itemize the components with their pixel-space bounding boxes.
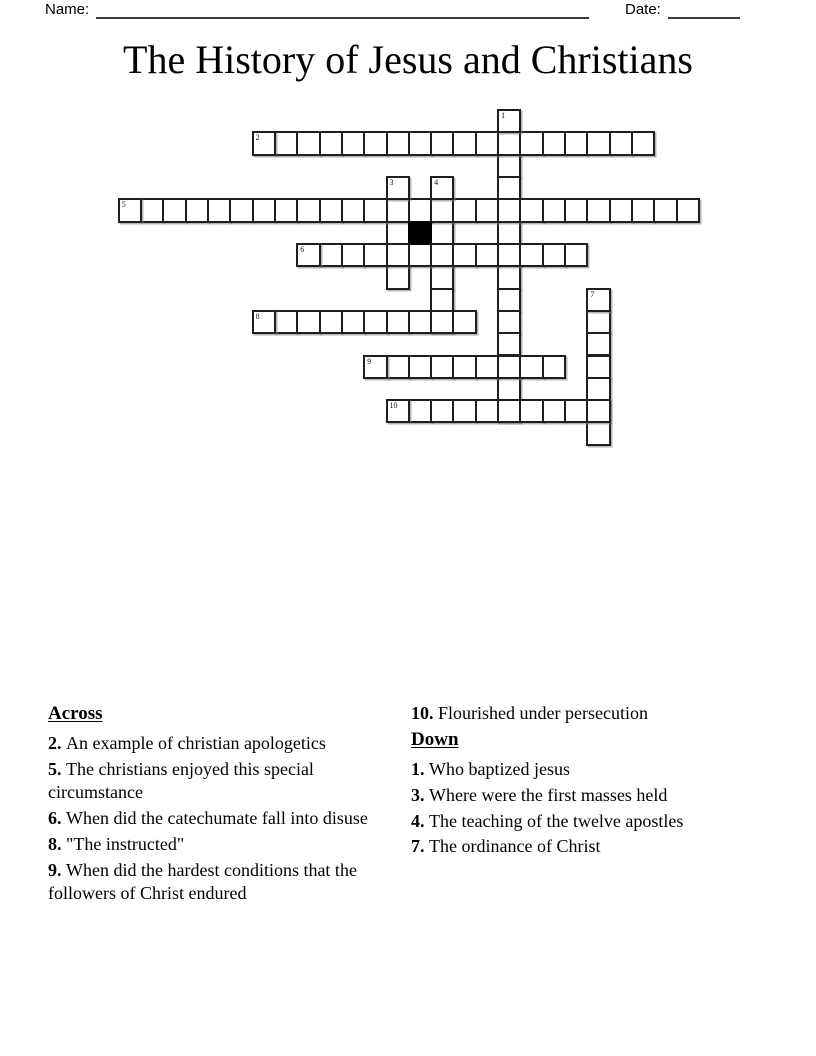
crossword-cell-4-down-0[interactable] [430,176,454,200]
crossword-cell-5-across-7[interactable] [274,198,298,222]
crossword-cell-10-across-2[interactable] [430,399,454,423]
crossword-cell-10-across-8[interactable] [564,399,588,423]
clue-text: The christians enjoyed this special circumstance [48,759,314,803]
crossword-cell-2-across-5[interactable] [363,131,387,155]
crossword-cell-10-across-4[interactable] [475,399,499,423]
crossword-cell-9-across-4[interactable] [452,355,476,379]
crossword-cell-5-across-25[interactable] [676,198,700,222]
blocked-cell [408,221,432,245]
crossword-cell-7-down-3[interactable] [586,355,610,379]
crossword-cell-4-down-2[interactable] [430,221,454,245]
crossword-cell-3-down-2[interactable] [386,221,410,245]
crossword-cell-5-across-14[interactable] [430,198,454,222]
crossword-cell-10-across-9[interactable] [586,399,610,423]
crossword-cell-10-across-6[interactable] [519,399,543,423]
crossword-cell-10-across-5[interactable] [497,399,521,423]
crossword-cell-6-across-0[interactable] [296,243,320,267]
grid-number-8: 8 [255,311,260,321]
crossword-cell-2-across-9[interactable] [452,131,476,155]
crossword-cell-4-down-4[interactable] [430,265,454,289]
crossword-cell-5-across-15[interactable] [452,198,476,222]
clue-text: An example of christian apologetics [66,733,326,754]
clue-number: 4. [411,810,429,831]
clue-item-3 [411,784,723,807]
crossword-cell-6-across-3[interactable] [363,243,387,267]
clues-right-column [411,702,723,861]
date-blank-line[interactable] [668,3,740,19]
grid-number-7: 7 [590,289,595,299]
crossword-cell-10-across-3[interactable] [452,399,476,423]
crossword-cell-9-across-3[interactable] [430,355,454,379]
crossword-cell-5-across-9[interactable] [319,198,343,222]
clue-number: 3. [411,784,429,805]
name-label: Name: [45,1,90,18]
crossword-cell-6-across-9[interactable] [497,243,521,267]
crossword-cell-5-across-4[interactable] [207,198,231,222]
crossword-cell-10-across-0[interactable] [386,399,410,423]
clues-left-column [48,702,375,908]
crossword-cell-5-across-23[interactable] [631,198,655,222]
clue-item-5 [48,758,375,805]
crossword-cell-6-across-11[interactable] [542,243,566,267]
crossword-cell-5-across-16[interactable] [475,198,499,222]
crossword-cell-2-across-6[interactable] [386,131,410,155]
crossword-cell-6-across-7[interactable] [452,243,476,267]
crossword-cell-5-across-21[interactable] [586,198,610,222]
crossword-cell-5-across-13[interactable] [408,198,432,222]
name-blank-line[interactable] [96,3,589,19]
crossword-cell-5-across-18[interactable] [519,198,543,222]
crossword-cell-2-across-11[interactable] [497,131,521,155]
crossword-cell-8-across-7[interactable] [408,310,432,334]
crossword-cell-8-across-8[interactable] [430,310,454,334]
crossword-cell-10-across-7[interactable] [542,399,566,423]
crossword-cell-1-down-2[interactable] [497,154,521,178]
crossword-cell-5-across-19[interactable] [542,198,566,222]
crossword-cell-1-down-9[interactable] [497,310,521,334]
clue-text: When did the catechumate fall into disuse [66,808,368,829]
crossword-cell-5-across-5[interactable] [229,198,253,222]
crossword-cell-7-down-6[interactable] [586,421,610,445]
crossword-cell-5-across-1[interactable] [140,198,164,222]
crossword-cell-3-down-0[interactable] [386,176,410,200]
clue-text: The ordinance of Christ [429,836,601,857]
clue-item-7 [411,835,723,858]
grid-number-6: 6 [300,244,305,254]
clue-text: Who baptized jesus [429,759,570,780]
crossword-cell-5-across-24[interactable] [653,198,677,222]
crossword-cell-7-down-0[interactable] [586,288,610,312]
crossword-cell-6-across-5[interactable] [408,243,432,267]
crossword-cell-8-across-0[interactable] [252,310,276,334]
clue-item-8 [48,833,375,856]
crossword-grid [118,109,702,447]
across-heading: Across [48,703,103,724]
crossword-cell-2-across-15[interactable] [586,131,610,155]
crossword-cell-7-down-2[interactable] [586,332,610,356]
clue-number: 10. [411,703,438,723]
clue-item-10 [411,702,723,725]
clue-item-4 [411,810,723,833]
crossword-cell-5-across-3[interactable] [185,198,209,222]
clue-number: 8. [48,833,66,854]
grid-number-5: 5 [121,200,126,210]
crossword-cell-6-across-2[interactable] [341,243,365,267]
clue-item-1 [411,758,723,781]
crossword-cell-8-across-9[interactable] [452,310,476,334]
crossword-cell-2-across-4[interactable] [341,131,365,155]
crossword-cell-5-across-17[interactable] [497,198,521,222]
crossword-cell-8-across-1[interactable] [274,310,298,334]
crossword-cell-2-across-10[interactable] [475,131,499,155]
crossword-cell-9-across-2[interactable] [408,355,432,379]
crossword-cell-5-across-6[interactable] [252,198,276,222]
crossword-cell-9-across-7[interactable] [519,355,543,379]
crossword-cell-1-down-7[interactable] [497,265,521,289]
clue-number: 1. [411,759,429,780]
clue-item-9 [48,859,375,906]
crossword-cell-5-across-11[interactable] [363,198,387,222]
crossword-cell-9-across-0[interactable] [363,355,387,379]
clue-number: 5. [48,759,66,780]
crossword-cell-2-across-1[interactable] [274,131,298,155]
grid-number-10: 10 [389,401,398,411]
crossword-cell-1-down-0[interactable] [497,109,521,133]
crossword-cell-9-across-6[interactable] [497,355,521,379]
crossword-cell-2-across-7[interactable] [408,131,432,155]
clue-number: 2. [48,733,66,754]
crossword-cell-1-down-10[interactable] [497,332,521,356]
clue-number: 6. [48,808,66,829]
crossword-cell-9-across-5[interactable] [475,355,499,379]
crossword-cell-7-down-1[interactable] [586,310,610,334]
crossword-cell-5-across-12[interactable] [386,198,410,222]
crossword-cell-6-across-10[interactable] [519,243,543,267]
crossword-cell-2-across-3[interactable] [319,131,343,155]
crossword-cell-2-across-2[interactable] [296,131,320,155]
crossword-cell-3-down-4[interactable] [386,265,410,289]
clue-text: The teaching of the twelve apostles [429,810,684,831]
crossword-cell-1-down-3[interactable] [497,176,521,200]
crossword-cell-9-across-1[interactable] [386,355,410,379]
crossword-cell-1-down-12[interactable] [497,377,521,401]
crossword-cell-8-across-2[interactable] [296,310,320,334]
crossword-cell-9-across-8[interactable] [542,355,566,379]
clue-text: "The instructed" [66,833,185,854]
crossword-cell-8-across-5[interactable] [363,310,387,334]
clue-number: 9. [48,859,66,880]
clue-text: When did the hardest conditions that the followers of Christ endured [48,859,357,904]
grid-number-1: 1 [501,111,506,120]
crossword-cell-2-across-8[interactable] [430,131,454,155]
crossword-cell-2-across-12[interactable] [519,131,543,155]
crossword-cell-8-across-6[interactable] [386,310,410,334]
clue-text: Flourished under persecution [438,703,648,723]
crossword-cell-8-across-3[interactable] [319,310,343,334]
grid-number-9: 9 [367,356,372,366]
down-heading: Down [411,728,459,750]
crossword-cell-6-across-12[interactable] [564,243,588,267]
crossword-cell-1-down-5[interactable] [497,221,521,245]
crossword-cell-5-across-2[interactable] [162,198,186,222]
clue-number: 7. [411,836,429,857]
crossword-cell-6-across-1[interactable] [319,243,343,267]
crossword-cell-2-across-16[interactable] [609,131,633,155]
crossword-cell-6-across-8[interactable] [475,243,499,267]
crossword-cell-5-across-8[interactable] [296,198,320,222]
crossword-cell-6-across-4[interactable] [386,243,410,267]
crossword-cell-2-across-13[interactable] [542,131,566,155]
grid-number-3: 3 [389,177,394,187]
crossword-cell-2-across-0[interactable] [252,131,276,155]
page-title: The History of Jesus and Christians [123,37,693,82]
crossword-cell-2-across-17[interactable] [631,131,655,155]
clue-item-2 [48,732,375,755]
date-label: Date: [625,1,661,18]
clue-text: Where were the first masses held [429,784,668,805]
clue-item-6 [48,807,375,830]
crossword-cell-5-across-10[interactable] [341,198,365,222]
crossword-cell-5-across-22[interactable] [609,198,633,222]
crossword-cell-1-down-8[interactable] [497,288,521,312]
crossword-cell-8-across-4[interactable] [341,310,365,334]
grid-number-4: 4 [434,177,439,187]
crossword-cell-5-across-20[interactable] [564,198,588,222]
crossword-cell-7-down-4[interactable] [586,377,610,401]
crossword-cell-2-across-14[interactable] [564,131,588,155]
crossword-cell-5-across-0[interactable] [118,198,142,222]
grid-number-2: 2 [255,133,260,143]
crossword-cell-6-across-6[interactable] [430,243,454,267]
crossword-cell-10-across-1[interactable] [408,399,432,423]
crossword-cell-4-down-5[interactable] [430,288,454,312]
